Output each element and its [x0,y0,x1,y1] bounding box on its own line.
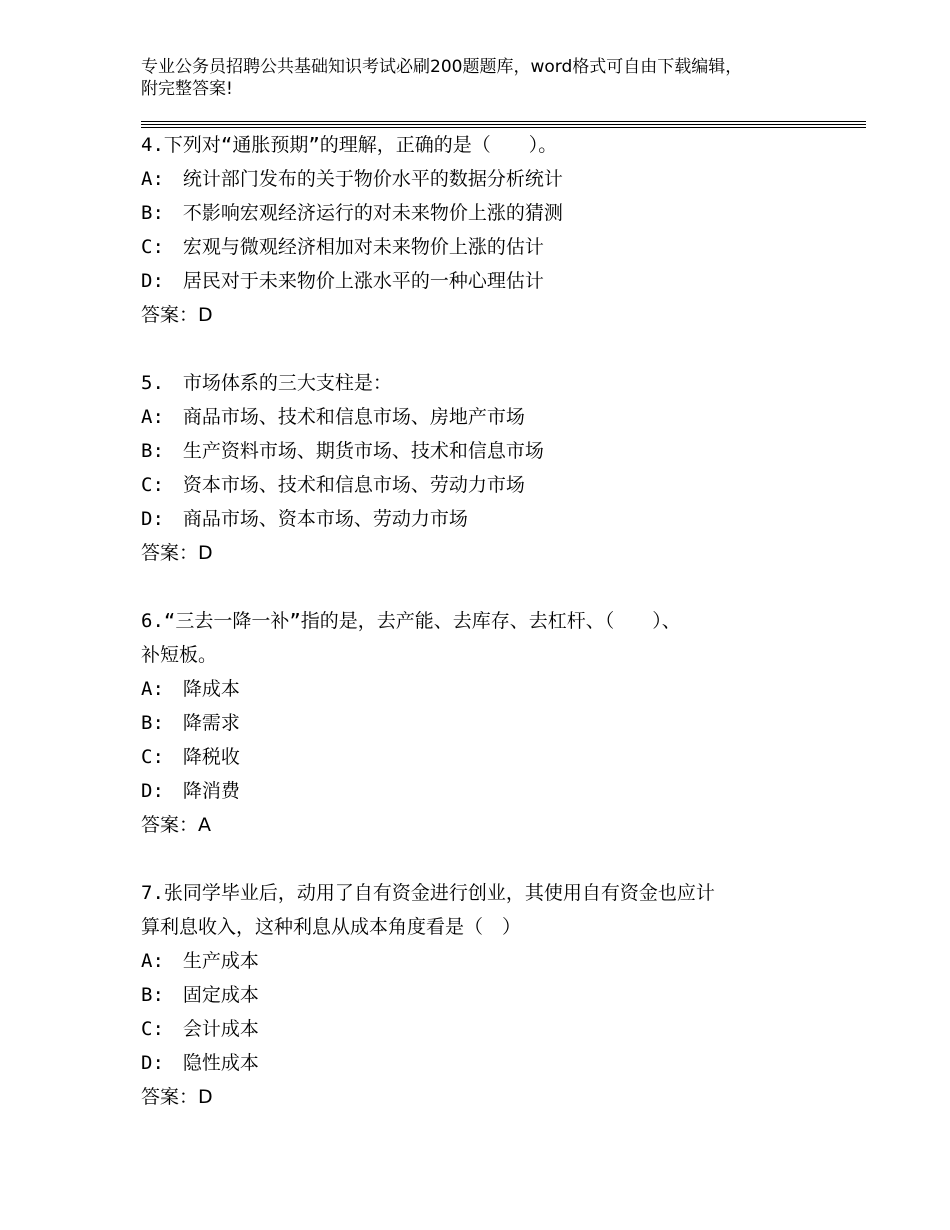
question-stem-line-2: 补短板。 [141,644,218,666]
question-6 [141,604,841,842]
header-rule-1 [141,121,866,122]
option-b: B: 生产资料市场、期货市场、技术和信息市场 [141,440,544,462]
option-a: A: 统计部门发布的关于物价水平的数据分析统计 [141,168,563,190]
header-rule-2 [141,124,866,125]
option-d: D: 居民对于未来物价上涨水平的一种心理估计 [141,270,544,292]
question-stem-line-1: 7.张同学毕业后，动用了自有资金进行创业，其使用自有资金也应计 [141,882,715,904]
option-c: C: 宏观与微观经济相加对未来物价上涨的估计 [141,236,544,258]
option-a: A: 生产成本 [141,950,259,972]
option-a: A: 降成本 [141,678,240,700]
option-d: D: 降消费 [141,780,240,802]
answer: 答案：D [141,542,213,564]
header-line-1: 专业公务员招聘公共基础知识考试必刷200题题库，word格式可自由下载编辑， [141,57,743,77]
option-c: C: 降税收 [141,746,240,768]
question-stem: 5. 市场体系的三大支柱是： [141,372,392,394]
question-list [141,128,841,1114]
option-b: B: 不影响宏观经济运行的对未来物价上涨的猜测 [141,202,563,224]
option-d: D: 隐性成本 [141,1052,259,1074]
answer: 答案：D [141,304,213,326]
page-header [141,56,821,100]
option-c: C: 资本市场、技术和信息市场、劳动力市场 [141,474,525,496]
option-b: B: 降需求 [141,712,240,734]
option-a: A: 商品市场、技术和信息市场、房地产市场 [141,406,525,428]
answer: 答案：A [141,814,211,836]
header-line-2: 附完整答案! [141,79,233,99]
option-c: C: 会计成本 [141,1018,259,1040]
question-5 [141,366,841,570]
answer: 答案：D [141,1086,213,1108]
question-stem-line-1: 6.“三去一降一补”指的是，去产能、去库存、去杠杆、（ ）、 [141,610,681,632]
option-b: B: 固定成本 [141,984,259,1006]
question-stem-line-2: 算利息收入，这种利息从成本角度看是（ ） [141,916,522,938]
question-4 [141,128,841,332]
question-7 [141,876,841,1114]
option-d: D: 商品市场、资本市场、劳动力市场 [141,508,468,530]
question-stem: 4.下列对“通胀预期”的理解，正确的是（ ）。 [141,134,558,156]
